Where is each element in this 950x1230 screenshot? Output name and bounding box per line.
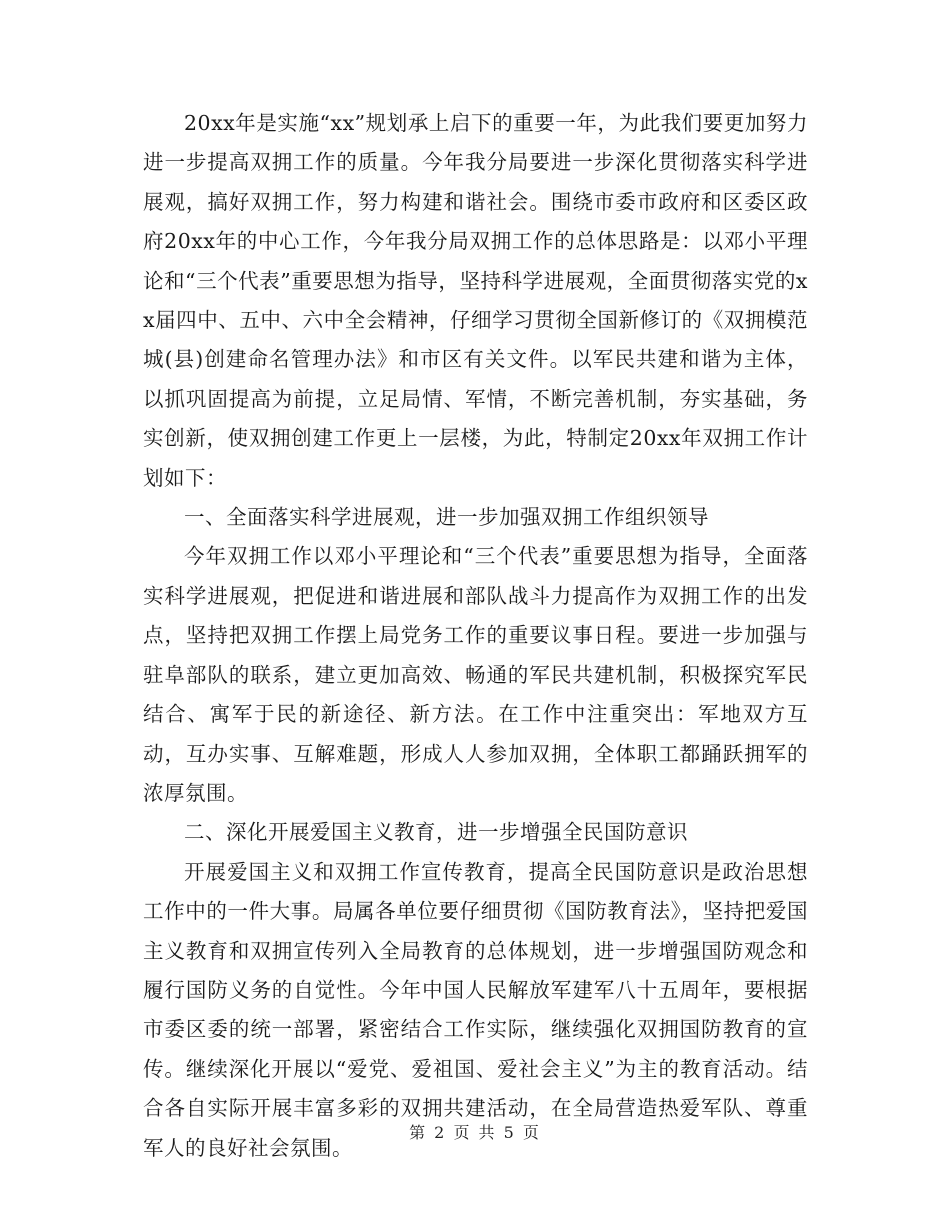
document-body <box>143 104 808 1168</box>
section-heading-2: 二、深化开展爱国主义教育，进一步增强全民国防意识 <box>184 820 688 845</box>
section-heading-1: 一、全面落实科学进展观，进一步加强双拥工作组织领导 <box>184 505 709 530</box>
intro-paragraph: 20xx年是实施“xx”规划承上启下的重要一年，为此我们要更加努力进一步提高双拥工作的质量。今年我分局要进一步深化贯彻落实科学进展观，搞好双拥工作，努力构建和谐社会。围绕市委市政府和区委区政府20xx年的中心工作，今年我分局双拥工作的总体思路是：以邓小平理论和“三个代表”重要思想为指导，坚持科学进展观，全面贯彻落实党的xx届四中、五中、六中全会精神，仔细学习贯彻全国新修订的《双拥模范城(县)创建命名管理办法》和市区有关文件。以军民共建和谐为主体，以抓巩固提高为前提，立足局情、军情，不断完善机制，夯实基础，务实创新，使双拥创建工作更上一层楼，为此，特制定20xx年双拥工作计划如下： <box>143 111 808 490</box>
section-1-paragraph: 今年双拥工作以邓小平理论和“三个代表”重要思想为指导，全面落实科学进展观，把促进和谐进展和部队战斗力提高作为双拥工作的出发点，坚持把双拥工作摆上局党务工作的重要议事日程。要进一步加强与驻阜部队的联系，建立更加高效、畅通的军民共建机制，积极探究军民结合、寓军于民的新途径、新方法。在工作中注重突出：军地双方互动，互办实事、互解难题，形成人人参加双拥，全体职工都踊跃拥军的浓厚氛围。 <box>143 544 808 805</box>
page-number-footer: 第 2 页 共 5 页 <box>409 1123 541 1142</box>
section-2-paragraph: 开展爱国主义和双拥工作宣传教育，提高全民国防意识是政治思想工作中的一件大事。局属各单位要仔细贯彻《国防教育法》，坚持把爱国主义教育和双拥宣传列入全局教育的总体规划，进一步增强国防观念和履行国防义务的自觉性。今年中国人民解放军建军八十五周年，要根据市委区委的统一部署，紧密结合工作实际，继续强化双拥国防教育的宣传。继续深化开展以“爱党、爱祖国、爱社会主义”为主的教育活动。结合各自实际开展丰富多彩的双拥共建活动，在全局营造热爱军队、尊重军人的良好社会氛围。 <box>143 859 808 1160</box>
